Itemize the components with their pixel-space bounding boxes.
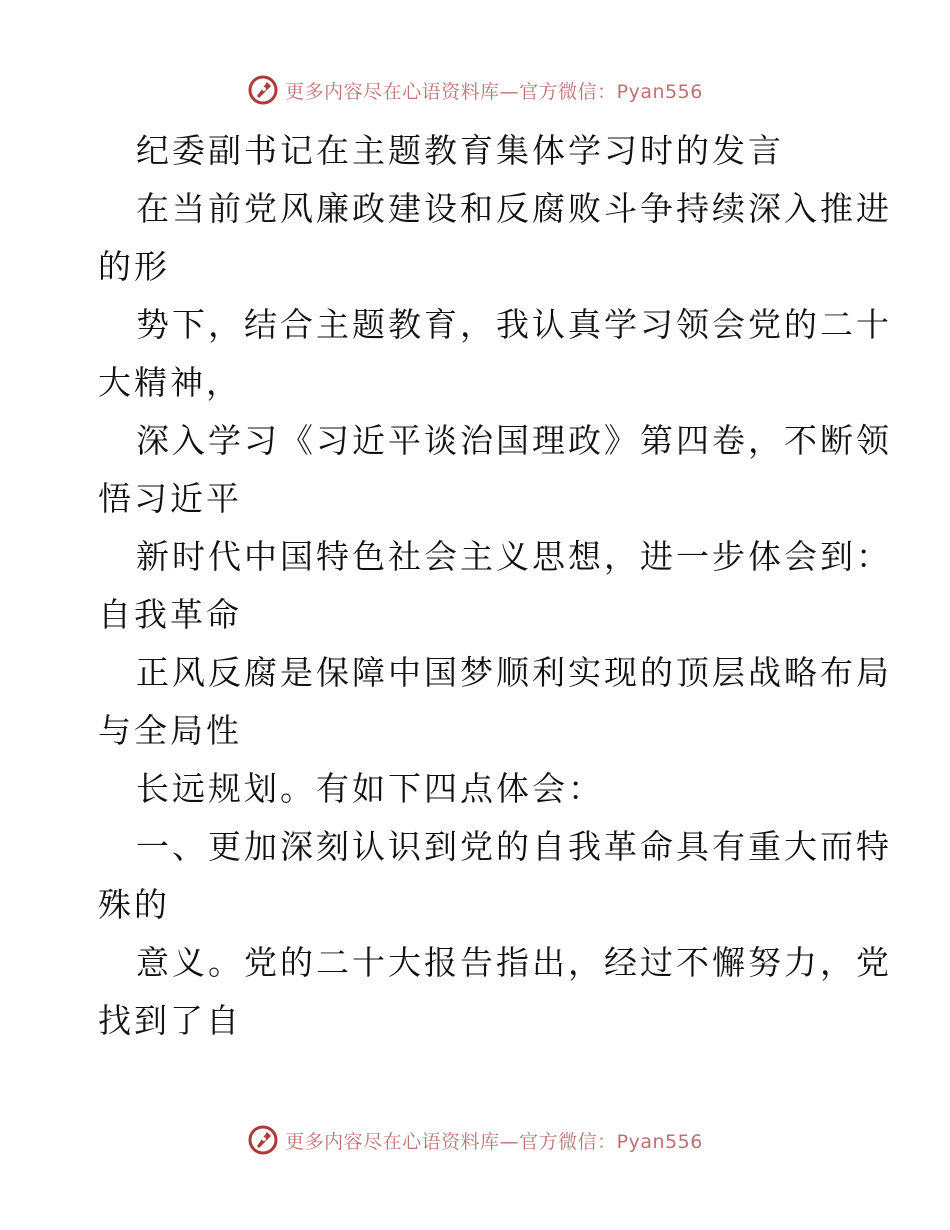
text-line: 意义。党的二十大报告指出，经过不懈努力，党: [136, 943, 892, 982]
pen-nib-logo-icon: [247, 74, 279, 106]
text-line: 新时代中国特色社会主义思想，进一步体会到：: [136, 537, 892, 576]
document-body: [98, 122, 892, 1050]
watermark-text: 更多内容尽在心语资料库—官方微信：Pyan556: [285, 1130, 703, 1153]
watermark-text: 更多内容尽在心语资料库—官方微信：Pyan556: [285, 80, 703, 103]
text-line: 长远规划。有如下四点体会：: [136, 769, 604, 808]
text-line: 殊的: [98, 885, 170, 924]
text-line: 找到了自: [98, 1001, 242, 1040]
text-line: 大精神，: [98, 363, 242, 402]
pen-nib-logo-icon: [247, 1124, 279, 1156]
text-line: 一、更加深刻认识到党的自我革命具有重大而特: [136, 827, 892, 866]
text-line: 与全局性: [98, 711, 242, 750]
text-line: 悟习近平: [98, 479, 242, 518]
text-line: 纪委副书记在主题教育集体学习时的发言: [136, 131, 784, 170]
text-line: 深入学习《习近平谈治国理政》第四卷，不断领: [136, 421, 892, 460]
text-line: 势下，结合主题教育，我认真学习领会党的二十: [136, 305, 892, 344]
text-line: 的形: [98, 247, 170, 286]
header-watermark: [0, 70, 950, 110]
footer-watermark: [0, 1120, 950, 1160]
text-line: 在当前党风廉政建设和反腐败斗争持续深入推进: [136, 189, 892, 228]
text-line: 正风反腐是保障中国梦顺利实现的顶层战略布局: [136, 653, 892, 692]
text-line: 自我革命: [98, 595, 242, 634]
